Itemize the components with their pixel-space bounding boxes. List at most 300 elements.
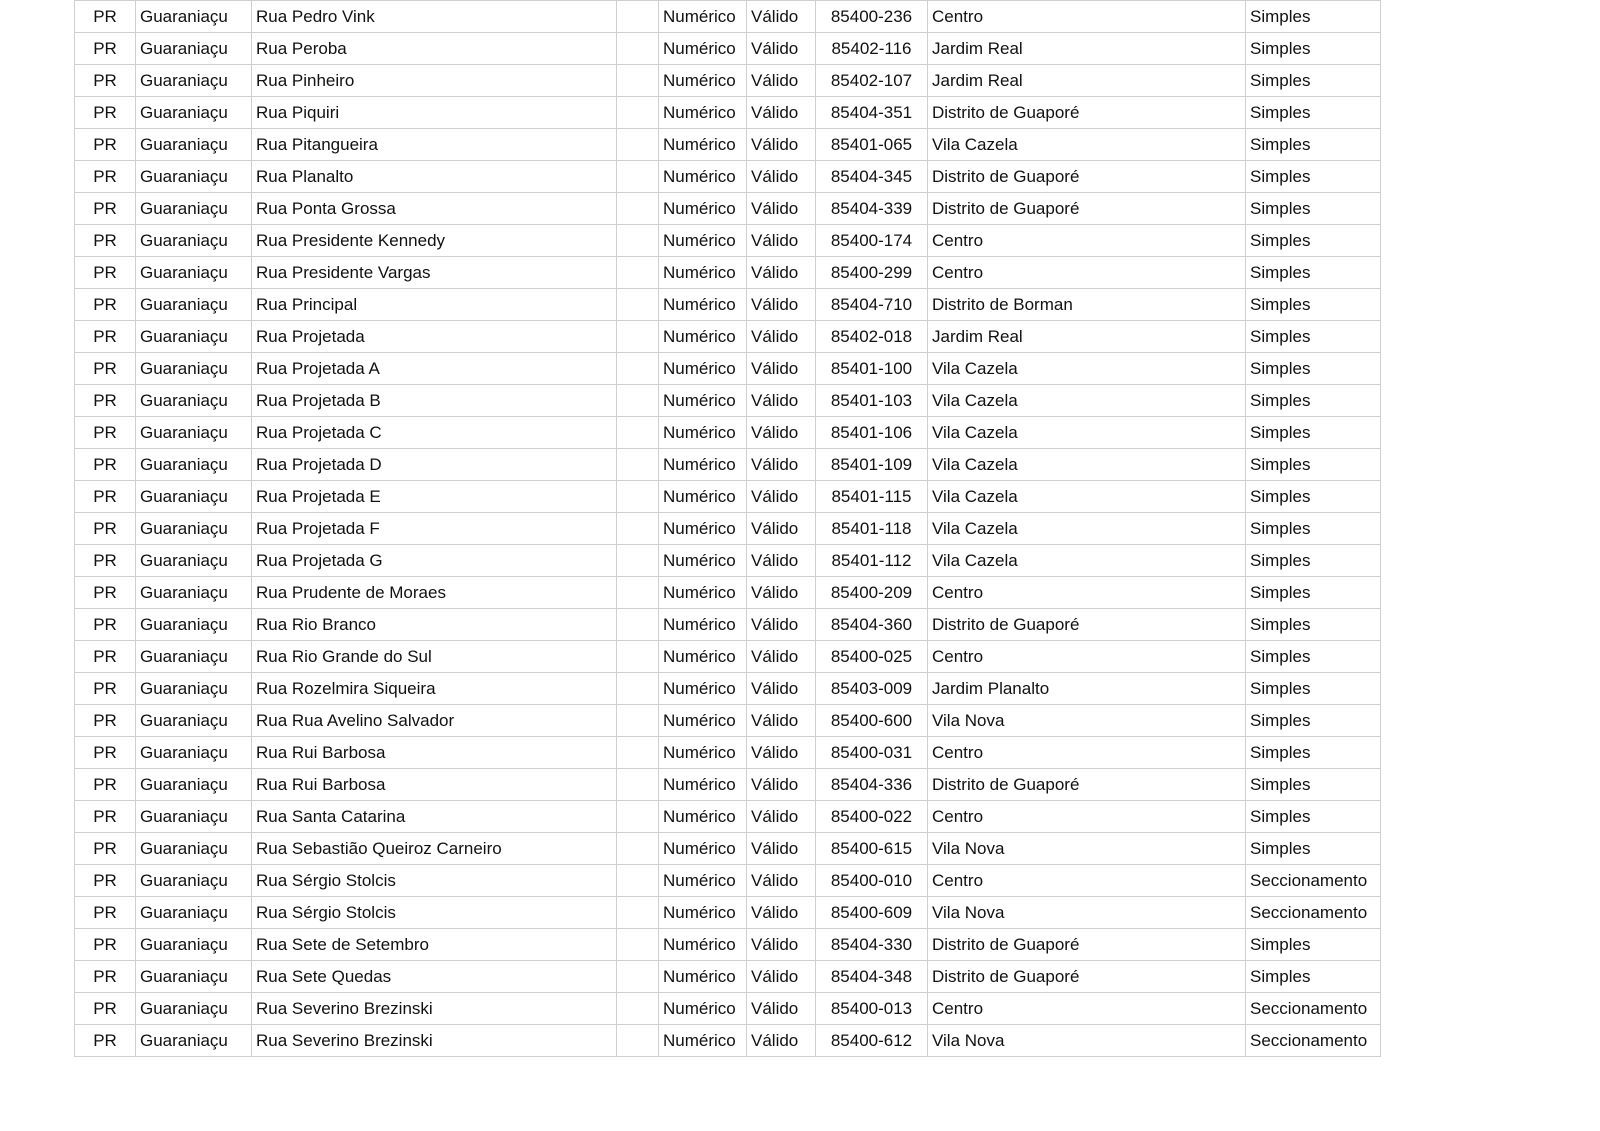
uf-cell: PR xyxy=(75,1025,136,1057)
city-cell: Guaraniaçu xyxy=(136,897,252,929)
neighborhood-cell: Vila Cazela xyxy=(928,129,1246,161)
city-cell: Guaraniaçu xyxy=(136,705,252,737)
table-row xyxy=(75,193,1381,225)
table-row xyxy=(75,641,1381,673)
table-row xyxy=(75,417,1381,449)
table-row xyxy=(75,1,1381,33)
cep-cell: 85401-115 xyxy=(816,481,928,513)
street-cell: Rua Projetada A xyxy=(252,353,617,385)
complement-cell xyxy=(617,193,659,225)
kind-cell: Simples xyxy=(1246,929,1381,961)
neighborhood-cell: Vila Nova xyxy=(928,897,1246,929)
cep-cell: 85400-174 xyxy=(816,225,928,257)
type-cell: Numérico xyxy=(659,289,747,321)
type-cell: Numérico xyxy=(659,161,747,193)
uf-cell: PR xyxy=(75,833,136,865)
street-cell: Rua Ponta Grossa xyxy=(252,193,617,225)
city-cell: Guaraniaçu xyxy=(136,801,252,833)
city-cell: Guaraniaçu xyxy=(136,257,252,289)
uf-cell: PR xyxy=(75,705,136,737)
status-cell: Válido xyxy=(747,545,816,577)
cep-cell: 85404-330 xyxy=(816,929,928,961)
kind-cell: Simples xyxy=(1246,833,1381,865)
complement-cell xyxy=(617,801,659,833)
complement-cell xyxy=(617,641,659,673)
kind-cell: Simples xyxy=(1246,641,1381,673)
complement-cell xyxy=(617,513,659,545)
uf-cell: PR xyxy=(75,97,136,129)
type-cell: Numérico xyxy=(659,641,747,673)
street-cell: Rua Santa Catarina xyxy=(252,801,617,833)
kind-cell: Seccionamento xyxy=(1246,993,1381,1025)
table-row xyxy=(75,353,1381,385)
status-cell: Válido xyxy=(747,769,816,801)
city-cell: Guaraniaçu xyxy=(136,641,252,673)
table-row xyxy=(75,833,1381,865)
neighborhood-cell: Vila Cazela xyxy=(928,481,1246,513)
complement-cell xyxy=(617,321,659,353)
uf-cell: PR xyxy=(75,65,136,97)
neighborhood-cell: Vila Cazela xyxy=(928,513,1246,545)
cep-cell: 85404-360 xyxy=(816,609,928,641)
neighborhood-cell: Distrito de Guaporé xyxy=(928,929,1246,961)
kind-cell: Simples xyxy=(1246,577,1381,609)
uf-cell: PR xyxy=(75,129,136,161)
cep-cell: 85402-116 xyxy=(816,33,928,65)
street-cell: Rua Pedro Vink xyxy=(252,1,617,33)
street-cell: Rua Sérgio Stolcis xyxy=(252,897,617,929)
street-cell: Rua Presidente Kennedy xyxy=(252,225,617,257)
status-cell: Válido xyxy=(747,705,816,737)
kind-cell: Simples xyxy=(1246,737,1381,769)
complement-cell xyxy=(617,417,659,449)
type-cell: Numérico xyxy=(659,481,747,513)
type-cell: Numérico xyxy=(659,1025,747,1057)
kind-cell: Simples xyxy=(1246,961,1381,993)
uf-cell: PR xyxy=(75,33,136,65)
table-body xyxy=(75,1,1381,1057)
city-cell: Guaraniaçu xyxy=(136,65,252,97)
neighborhood-cell: Vila Cazela xyxy=(928,385,1246,417)
complement-cell xyxy=(617,705,659,737)
cep-cell: 85400-209 xyxy=(816,577,928,609)
table-row xyxy=(75,801,1381,833)
table-row xyxy=(75,609,1381,641)
cep-cell: 85404-336 xyxy=(816,769,928,801)
uf-cell: PR xyxy=(75,897,136,929)
complement-cell xyxy=(617,897,659,929)
uf-cell: PR xyxy=(75,257,136,289)
type-cell: Numérico xyxy=(659,801,747,833)
status-cell: Válido xyxy=(747,129,816,161)
table-row xyxy=(75,993,1381,1025)
city-cell: Guaraniaçu xyxy=(136,961,252,993)
neighborhood-cell: Vila Cazela xyxy=(928,545,1246,577)
complement-cell xyxy=(617,1025,659,1057)
city-cell: Guaraniaçu xyxy=(136,609,252,641)
city-cell: Guaraniaçu xyxy=(136,577,252,609)
type-cell: Numérico xyxy=(659,833,747,865)
type-cell: Numérico xyxy=(659,1,747,33)
type-cell: Numérico xyxy=(659,449,747,481)
cep-cell: 85404-710 xyxy=(816,289,928,321)
complement-cell xyxy=(617,961,659,993)
type-cell: Numérico xyxy=(659,897,747,929)
status-cell: Válido xyxy=(747,193,816,225)
table-row xyxy=(75,33,1381,65)
street-cell: Rua Rui Barbosa xyxy=(252,737,617,769)
cep-table xyxy=(74,0,1381,1057)
uf-cell: PR xyxy=(75,513,136,545)
city-cell: Guaraniaçu xyxy=(136,769,252,801)
uf-cell: PR xyxy=(75,865,136,897)
type-cell: Numérico xyxy=(659,385,747,417)
cep-cell: 85401-065 xyxy=(816,129,928,161)
cep-cell: 85401-106 xyxy=(816,417,928,449)
uf-cell: PR xyxy=(75,545,136,577)
uf-cell: PR xyxy=(75,321,136,353)
street-cell: Rua Severino Brezinski xyxy=(252,993,617,1025)
status-cell: Válido xyxy=(747,65,816,97)
cep-cell: 85401-109 xyxy=(816,449,928,481)
type-cell: Numérico xyxy=(659,545,747,577)
uf-cell: PR xyxy=(75,481,136,513)
cep-cell: 85401-118 xyxy=(816,513,928,545)
type-cell: Numérico xyxy=(659,577,747,609)
kind-cell: Seccionamento xyxy=(1246,1025,1381,1057)
city-cell: Guaraniaçu xyxy=(136,1,252,33)
complement-cell xyxy=(617,673,659,705)
complement-cell xyxy=(617,129,659,161)
status-cell: Válido xyxy=(747,257,816,289)
city-cell: Guaraniaçu xyxy=(136,97,252,129)
complement-cell xyxy=(617,33,659,65)
type-cell: Numérico xyxy=(659,417,747,449)
neighborhood-cell: Centro xyxy=(928,865,1246,897)
cep-cell: 85400-600 xyxy=(816,705,928,737)
street-cell: Rua Principal xyxy=(252,289,617,321)
neighborhood-cell: Distrito de Guaporé xyxy=(928,97,1246,129)
table-row xyxy=(75,321,1381,353)
kind-cell: Simples xyxy=(1246,321,1381,353)
kind-cell: Simples xyxy=(1246,449,1381,481)
city-cell: Guaraniaçu xyxy=(136,481,252,513)
status-cell: Válido xyxy=(747,97,816,129)
kind-cell: Simples xyxy=(1246,193,1381,225)
table-row xyxy=(75,481,1381,513)
complement-cell xyxy=(617,609,659,641)
status-cell: Válido xyxy=(747,513,816,545)
type-cell: Numérico xyxy=(659,97,747,129)
uf-cell: PR xyxy=(75,449,136,481)
type-cell: Numérico xyxy=(659,705,747,737)
kind-cell: Simples xyxy=(1246,65,1381,97)
type-cell: Numérico xyxy=(659,993,747,1025)
table-row xyxy=(75,897,1381,929)
uf-cell: PR xyxy=(75,609,136,641)
cep-cell: 85400-299 xyxy=(816,257,928,289)
kind-cell: Simples xyxy=(1246,33,1381,65)
uf-cell: PR xyxy=(75,193,136,225)
complement-cell xyxy=(617,97,659,129)
complement-cell xyxy=(617,225,659,257)
kind-cell: Simples xyxy=(1246,673,1381,705)
neighborhood-cell: Distrito de Guaporé xyxy=(928,769,1246,801)
uf-cell: PR xyxy=(75,577,136,609)
street-cell: Rua Rozelmira Siqueira xyxy=(252,673,617,705)
status-cell: Válido xyxy=(747,577,816,609)
kind-cell: Simples xyxy=(1246,545,1381,577)
table-row xyxy=(75,961,1381,993)
table-row xyxy=(75,865,1381,897)
street-cell: Rua Projetada C xyxy=(252,417,617,449)
neighborhood-cell: Centro xyxy=(928,225,1246,257)
status-cell: Válido xyxy=(747,321,816,353)
neighborhood-cell: Jardim Real xyxy=(928,65,1246,97)
uf-cell: PR xyxy=(75,385,136,417)
uf-cell: PR xyxy=(75,1,136,33)
neighborhood-cell: Centro xyxy=(928,577,1246,609)
kind-cell: Seccionamento xyxy=(1246,865,1381,897)
neighborhood-cell: Centro xyxy=(928,801,1246,833)
city-cell: Guaraniaçu xyxy=(136,737,252,769)
neighborhood-cell: Vila Cazela xyxy=(928,353,1246,385)
city-cell: Guaraniaçu xyxy=(136,929,252,961)
city-cell: Guaraniaçu xyxy=(136,449,252,481)
status-cell: Válido xyxy=(747,673,816,705)
table-row xyxy=(75,1025,1381,1057)
status-cell: Válido xyxy=(747,609,816,641)
complement-cell xyxy=(617,449,659,481)
street-cell: Rua Projetada B xyxy=(252,385,617,417)
type-cell: Numérico xyxy=(659,737,747,769)
kind-cell: Simples xyxy=(1246,769,1381,801)
complement-cell xyxy=(617,353,659,385)
neighborhood-cell: Vila Nova xyxy=(928,1025,1246,1057)
kind-cell: Simples xyxy=(1246,481,1381,513)
kind-cell: Simples xyxy=(1246,353,1381,385)
city-cell: Guaraniaçu xyxy=(136,417,252,449)
status-cell: Válido xyxy=(747,33,816,65)
uf-cell: PR xyxy=(75,417,136,449)
type-cell: Numérico xyxy=(659,257,747,289)
type-cell: Numérico xyxy=(659,193,747,225)
uf-cell: PR xyxy=(75,769,136,801)
complement-cell xyxy=(617,65,659,97)
street-cell: Rua Rio Branco xyxy=(252,609,617,641)
street-cell: Rua Sete Quedas xyxy=(252,961,617,993)
status-cell: Válido xyxy=(747,225,816,257)
status-cell: Válido xyxy=(747,961,816,993)
city-cell: Guaraniaçu xyxy=(136,673,252,705)
city-cell: Guaraniaçu xyxy=(136,865,252,897)
complement-cell xyxy=(617,577,659,609)
city-cell: Guaraniaçu xyxy=(136,193,252,225)
table-row xyxy=(75,449,1381,481)
status-cell: Válido xyxy=(747,641,816,673)
neighborhood-cell: Centro xyxy=(928,641,1246,673)
status-cell: Válido xyxy=(747,833,816,865)
complement-cell xyxy=(617,545,659,577)
status-cell: Válido xyxy=(747,1,816,33)
kind-cell: Seccionamento xyxy=(1246,897,1381,929)
city-cell: Guaraniaçu xyxy=(136,353,252,385)
neighborhood-cell: Centro xyxy=(928,1,1246,33)
cep-cell: 85400-022 xyxy=(816,801,928,833)
status-cell: Válido xyxy=(747,929,816,961)
table-row xyxy=(75,737,1381,769)
neighborhood-cell: Distrito de Guaporé xyxy=(928,961,1246,993)
street-cell: Rua Prudente de Moraes xyxy=(252,577,617,609)
kind-cell: Simples xyxy=(1246,609,1381,641)
city-cell: Guaraniaçu xyxy=(136,33,252,65)
uf-cell: PR xyxy=(75,801,136,833)
cep-cell: 85400-025 xyxy=(816,641,928,673)
street-cell: Rua Presidente Vargas xyxy=(252,257,617,289)
cep-cell: 85403-009 xyxy=(816,673,928,705)
type-cell: Numérico xyxy=(659,865,747,897)
table-row xyxy=(75,385,1381,417)
table-row xyxy=(75,161,1381,193)
complement-cell xyxy=(617,993,659,1025)
neighborhood-cell: Vila Cazela xyxy=(928,449,1246,481)
cep-cell: 85402-018 xyxy=(816,321,928,353)
cep-cell: 85401-100 xyxy=(816,353,928,385)
type-cell: Numérico xyxy=(659,353,747,385)
neighborhood-cell: Vila Nova xyxy=(928,833,1246,865)
city-cell: Guaraniaçu xyxy=(136,545,252,577)
cep-cell: 85400-615 xyxy=(816,833,928,865)
complement-cell xyxy=(617,929,659,961)
status-cell: Válido xyxy=(747,993,816,1025)
table-row xyxy=(75,129,1381,161)
table-row xyxy=(75,929,1381,961)
status-cell: Válido xyxy=(747,737,816,769)
status-cell: Válido xyxy=(747,1025,816,1057)
complement-cell xyxy=(617,769,659,801)
uf-cell: PR xyxy=(75,993,136,1025)
street-cell: Rua Rio Grande do Sul xyxy=(252,641,617,673)
neighborhood-cell: Distrito de Borman xyxy=(928,289,1246,321)
street-cell: Rua Pitangueira xyxy=(252,129,617,161)
cep-cell: 85404-348 xyxy=(816,961,928,993)
type-cell: Numérico xyxy=(659,65,747,97)
street-cell: Rua Projetada G xyxy=(252,545,617,577)
neighborhood-cell: Centro xyxy=(928,737,1246,769)
kind-cell: Simples xyxy=(1246,129,1381,161)
type-cell: Numérico xyxy=(659,33,747,65)
table-row xyxy=(75,513,1381,545)
type-cell: Numérico xyxy=(659,961,747,993)
neighborhood-cell: Jardim Real xyxy=(928,321,1246,353)
uf-cell: PR xyxy=(75,641,136,673)
cep-cell: 85401-103 xyxy=(816,385,928,417)
kind-cell: Simples xyxy=(1246,257,1381,289)
type-cell: Numérico xyxy=(659,321,747,353)
table-row xyxy=(75,545,1381,577)
status-cell: Válido xyxy=(747,417,816,449)
kind-cell: Simples xyxy=(1246,801,1381,833)
kind-cell: Simples xyxy=(1246,385,1381,417)
status-cell: Válido xyxy=(747,801,816,833)
city-cell: Guaraniaçu xyxy=(136,833,252,865)
kind-cell: Simples xyxy=(1246,705,1381,737)
cep-cell: 85401-112 xyxy=(816,545,928,577)
street-cell: Rua Projetada D xyxy=(252,449,617,481)
neighborhood-cell: Vila Cazela xyxy=(928,417,1246,449)
cep-cell: 85402-107 xyxy=(816,65,928,97)
complement-cell xyxy=(617,865,659,897)
uf-cell: PR xyxy=(75,289,136,321)
uf-cell: PR xyxy=(75,961,136,993)
status-cell: Válido xyxy=(747,481,816,513)
neighborhood-cell: Distrito de Guaporé xyxy=(928,609,1246,641)
cep-cell: 85400-013 xyxy=(816,993,928,1025)
status-cell: Válido xyxy=(747,161,816,193)
neighborhood-cell: Centro xyxy=(928,257,1246,289)
status-cell: Válido xyxy=(747,385,816,417)
complement-cell xyxy=(617,257,659,289)
cep-cell: 85400-031 xyxy=(816,737,928,769)
street-cell: Rua Sérgio Stolcis xyxy=(252,865,617,897)
complement-cell xyxy=(617,385,659,417)
type-cell: Numérico xyxy=(659,609,747,641)
type-cell: Numérico xyxy=(659,673,747,705)
street-cell: Rua Projetada F xyxy=(252,513,617,545)
uf-cell: PR xyxy=(75,353,136,385)
complement-cell xyxy=(617,161,659,193)
complement-cell xyxy=(617,833,659,865)
status-cell: Válido xyxy=(747,897,816,929)
street-cell: Rua Rui Barbosa xyxy=(252,769,617,801)
street-cell: Rua Severino Brezinski xyxy=(252,1025,617,1057)
uf-cell: PR xyxy=(75,161,136,193)
city-cell: Guaraniaçu xyxy=(136,1025,252,1057)
street-cell: Rua Rua Avelino Salvador xyxy=(252,705,617,737)
cep-cell: 85404-351 xyxy=(816,97,928,129)
street-cell: Rua Projetada E xyxy=(252,481,617,513)
cep-cell: 85400-609 xyxy=(816,897,928,929)
neighborhood-cell: Distrito de Guaporé xyxy=(928,161,1246,193)
type-cell: Numérico xyxy=(659,769,747,801)
status-cell: Válido xyxy=(747,449,816,481)
city-cell: Guaraniaçu xyxy=(136,993,252,1025)
neighborhood-cell: Jardim Real xyxy=(928,33,1246,65)
type-cell: Numérico xyxy=(659,513,747,545)
street-cell: Rua Sete de Setembro xyxy=(252,929,617,961)
type-cell: Numérico xyxy=(659,225,747,257)
table-row xyxy=(75,673,1381,705)
cep-cell: 85404-345 xyxy=(816,161,928,193)
street-cell: Rua Piquiri xyxy=(252,97,617,129)
city-cell: Guaraniaçu xyxy=(136,129,252,161)
neighborhood-cell: Vila Nova xyxy=(928,705,1246,737)
neighborhood-cell: Centro xyxy=(928,993,1246,1025)
uf-cell: PR xyxy=(75,929,136,961)
status-cell: Válido xyxy=(747,353,816,385)
kind-cell: Simples xyxy=(1246,417,1381,449)
street-cell: Rua Pinheiro xyxy=(252,65,617,97)
table-row xyxy=(75,225,1381,257)
street-cell: Rua Projetada xyxy=(252,321,617,353)
kind-cell: Simples xyxy=(1246,513,1381,545)
complement-cell xyxy=(617,737,659,769)
table-row xyxy=(75,65,1381,97)
neighborhood-cell: Jardim Planalto xyxy=(928,673,1246,705)
city-cell: Guaraniaçu xyxy=(136,513,252,545)
uf-cell: PR xyxy=(75,225,136,257)
table-row xyxy=(75,577,1381,609)
